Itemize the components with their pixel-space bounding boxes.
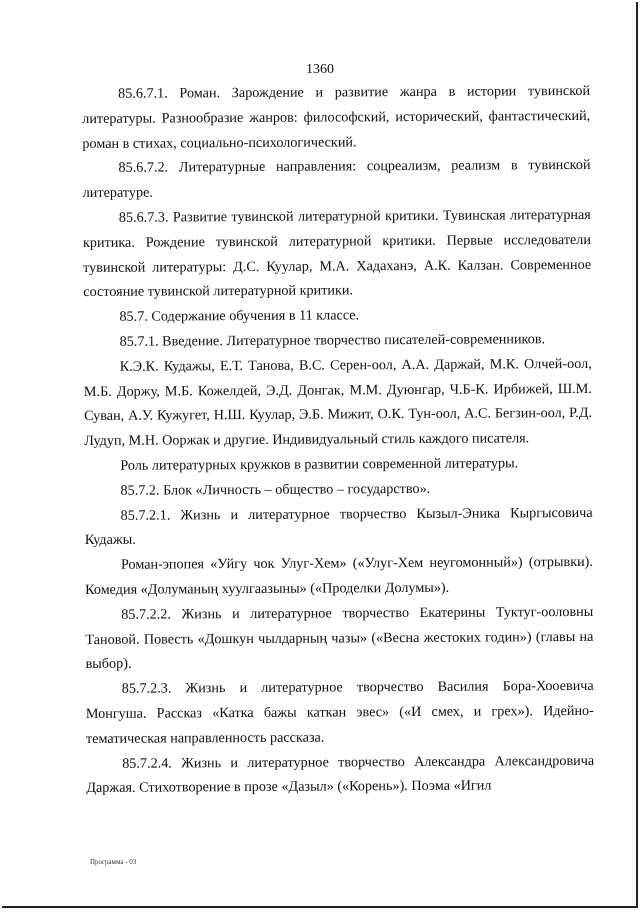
paragraph: 85.6.7.1. Роман. Зарождение и развитие жанра в истории тувинской литературы. Разнообразие жанров: философский, исторический, фантастический, роман в стихах, социально-психологический. (82, 82, 591, 152)
paragraph: 85.7.2.2. Жизнь и литературное творчество Екатерины Туктуг-ооловны Тановой. Повесть «Дошкун чылдарның чазы» («Весна жестоких годин») (главы на выбор). (85, 603, 594, 673)
document-page (2, 2, 638, 908)
paragraph: К.Э.К. Кудажы, Е.Т. Танова, В.С. Серен-оол, А.А. Даржай, М.К. Олчей-оол, М.Б. Доржу, М.Б. Кожелдей, Э.Д. Донгак, М.М. Дуюнгар, Ч.Б-К. Ирбижей, Ш.М. Суван, А.У. Кужугет, Н.Ш. Куулар, Э.Б. Мижит, О.К. Тун-оол, А.С. Бегзин-оол, Р.Д. Лудуп, М.Н. Ооржак и другие. Индивидуальный стиль каждого писателя. (83, 355, 593, 450)
page-number: 1360 (306, 62, 334, 77)
paragraph: Роман-эпопея «Уйгу чок Улуг-Хем» («Улуг-Хем неугомонный») (отрывки). Комедия «Долуманың хуулгаазыны» («Проделки Долумы»). (85, 554, 593, 598)
paragraph: 85.6.7.2. Литературные направления: соцреализм, реализм в тувинской литературе. (82, 157, 591, 202)
section-heading: 85.7. Содержание обучения в 11 классе. (119, 307, 360, 325)
paragraph: Роль литературных кружков в развитии современной литературы. (120, 455, 519, 474)
paragraph: 85.6.7.3. Развитие тувинской литературной критики. Тувинская литературная критика. Рождение тувинской литературной критики. Первые исследователи тувинской литературы: Д.С. Куулар, М.А. Хадаханэ, А.К. Калзан. Современное состояние тувинской литературной критики. (82, 206, 592, 301)
paragraph: 85.7.2.3. Жизнь и литературное творчество Василия Бора-Хооевича Монгуша. Рассказ «Катка бажы каткан эвес» («И смех, и грех»). Идейно-тематическая направленность рассказа. (85, 678, 594, 747)
paragraph: 85.7.1. Введение. Литературное творчество писателей-современников. (119, 331, 546, 350)
paragraph: 85.7.2.1. Жизнь и литературное творчество Кызыл-Эника Кыргысовича Кудажы. (84, 504, 593, 549)
page-footer: Программа - 03 (90, 858, 137, 866)
body-text (82, 79, 594, 801)
paragraph: 85.7.2.4. Жизнь и литературное творчество Александра Александровича Даржая. Стихотворение в прозе «Дазыл» («Корень»). Поэма «Игил (86, 752, 595, 797)
section-heading: 85.7.2. Блок «Личность – общество – государство». (120, 480, 431, 499)
